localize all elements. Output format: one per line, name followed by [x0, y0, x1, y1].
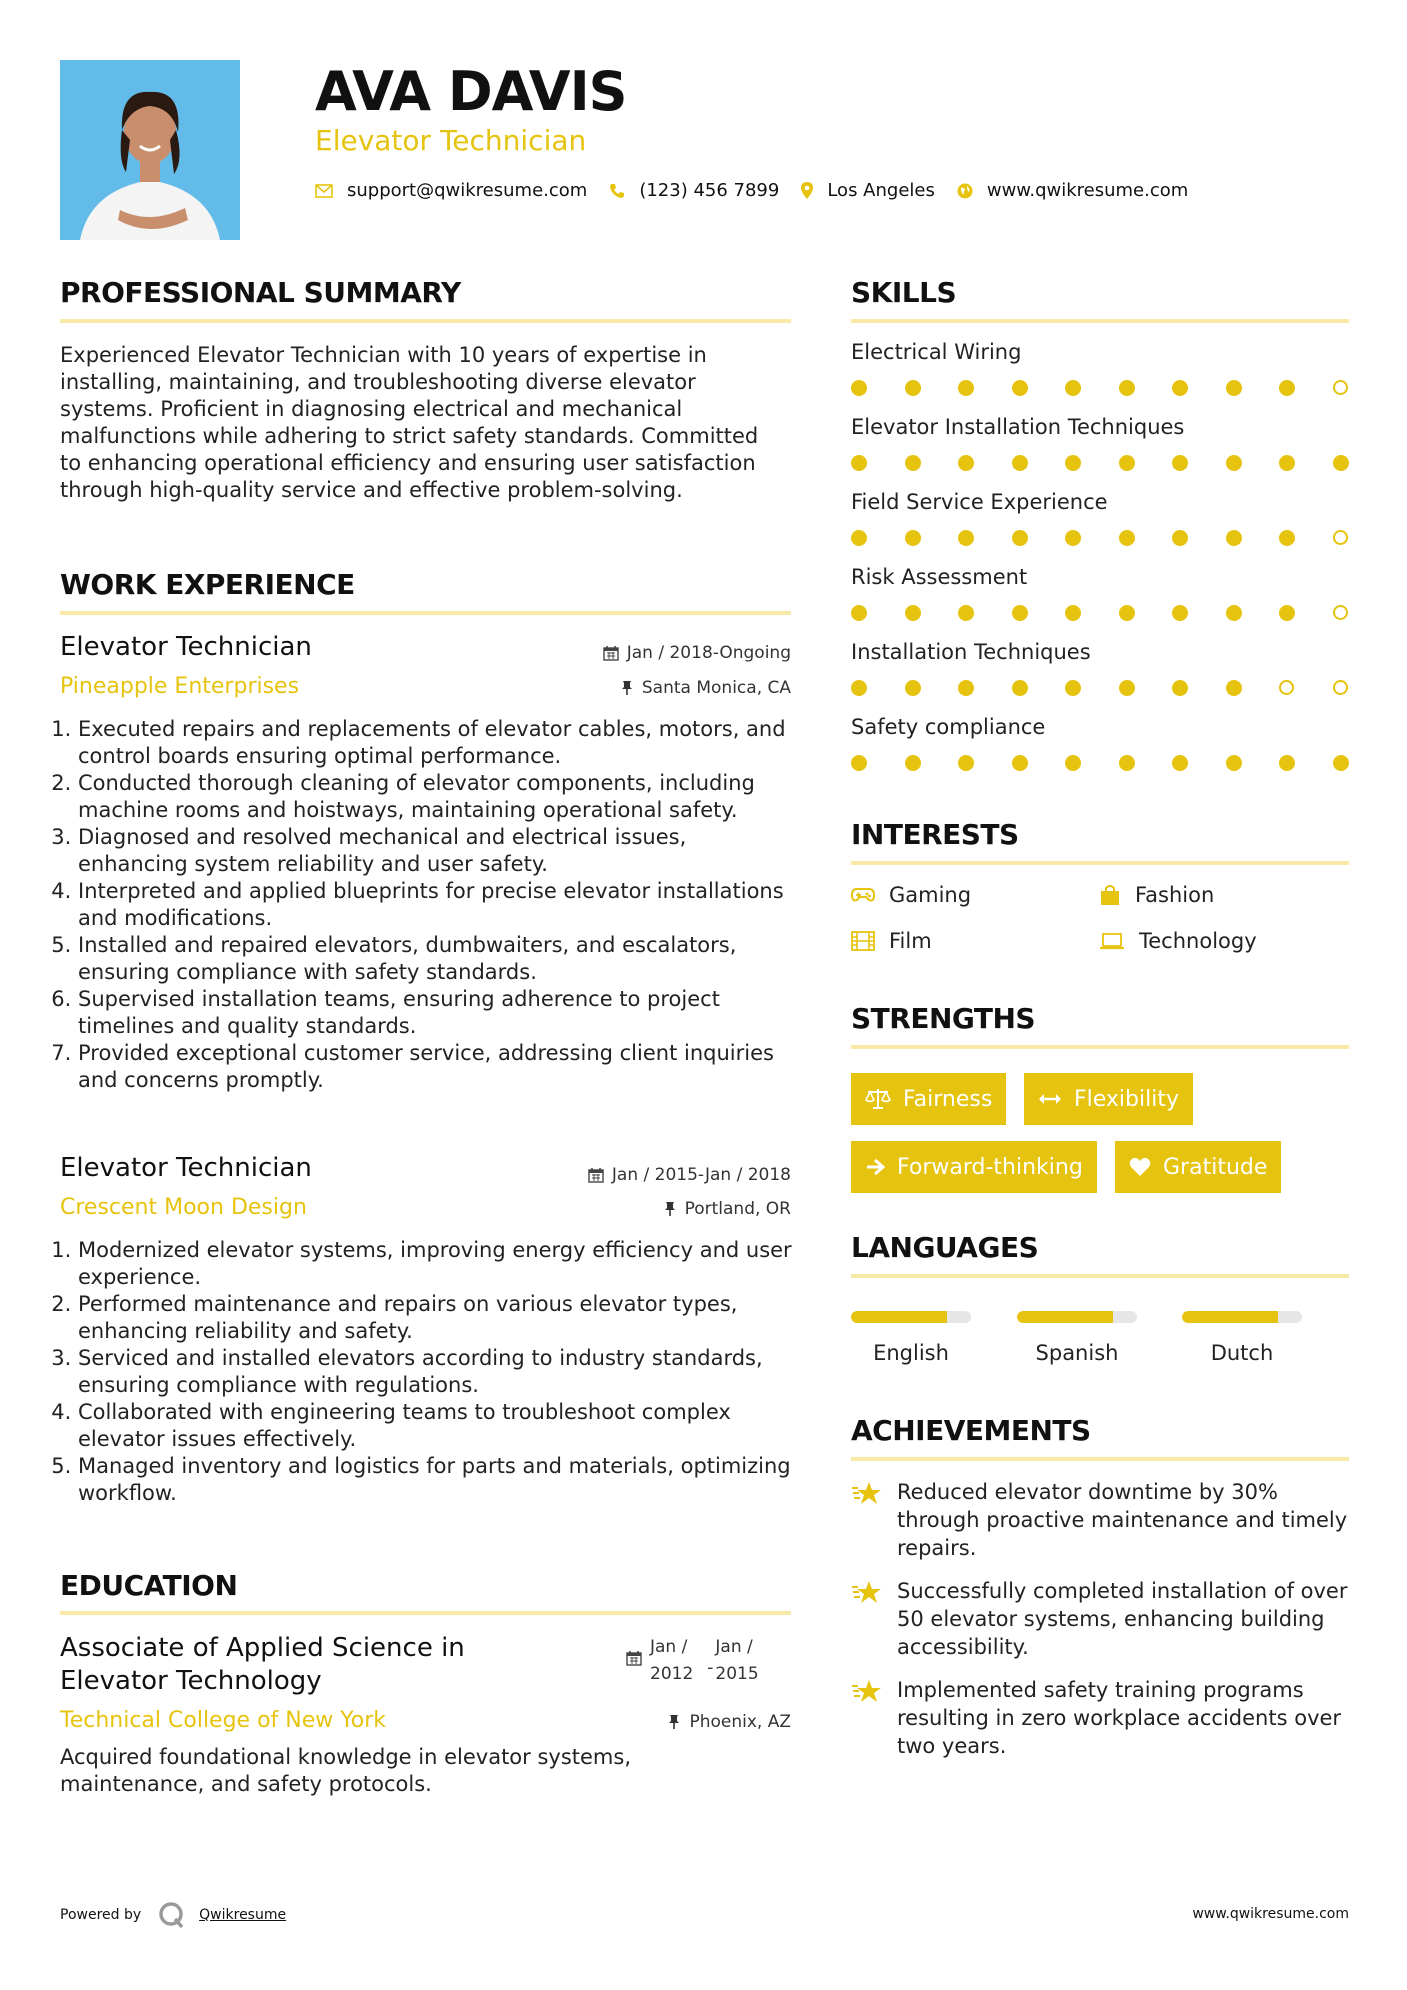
interest-label: Fashion: [1135, 883, 1215, 907]
location-text: Los Angeles: [827, 180, 935, 201]
strength-label: Gratitude: [1163, 1154, 1268, 1180]
skill-dot-filled: [1012, 755, 1028, 771]
education-end-month: Jan /: [715, 1637, 753, 1657]
qwikresume-logo-icon: [155, 1900, 189, 1930]
degree-line-1: Associate of Applied Science in: [60, 1633, 465, 1663]
skill-dot-filled: [1226, 680, 1242, 696]
skill-dot-filled: [905, 680, 921, 696]
achievements-heading: ACHIEVEMENTS: [851, 1414, 1091, 1447]
duty-item: 1. Modernized elevator systems, improving energy efficiency and user experience.: [78, 1237, 798, 1291]
skill-dot-filled: [1279, 755, 1295, 771]
phone-icon: [609, 183, 625, 199]
achievement-text: Reduced elevator downtime by 30% through proactive maintenance and timely repairs.: [897, 1480, 1348, 1560]
language-name: English: [873, 1341, 949, 1365]
achievement-item: [851, 1478, 1351, 1562]
strength-tag-forward-thinking: [851, 1141, 1097, 1193]
skill-dot-filled: [958, 380, 974, 396]
contact-email[interactable]: [315, 180, 587, 201]
company-name: Pineapple Enterprises: [60, 674, 300, 699]
company-name: Crescent Moon Design: [60, 1195, 307, 1220]
education-end-year: 2015: [715, 1664, 759, 1684]
duty-item: 2. Conducted thorough cleaning of elevator components, including machine rooms and hoistways, maintaining operational safety.: [78, 770, 798, 824]
education-start-month: Jan /: [650, 1637, 688, 1657]
skill-dot-filled: [958, 680, 974, 696]
language-bar: [851, 1311, 971, 1323]
job-date-text: Jan / 2015-Jan / 2018: [611, 1165, 791, 1185]
phone-text: (123) 456 7899: [639, 180, 780, 201]
job-location: [663, 1199, 791, 1219]
duty-item: 4. Collaborated with engineering teams to troubleshoot complex elevator issues effectively.: [78, 1399, 798, 1453]
balance-scale-icon: [865, 1088, 891, 1110]
job-date: [603, 643, 791, 663]
skill-dot-filled: [1226, 755, 1242, 771]
pushpin-icon: [667, 1714, 681, 1730]
achievements-divider: [851, 1457, 1349, 1461]
skill-name: Electrical Wiring: [851, 340, 1022, 364]
skill-dot-filled: [1333, 455, 1349, 471]
skill-dot-filled: [1172, 680, 1188, 696]
language-bar-fill: [851, 1311, 947, 1323]
education-description: Acquired foundational knowledge in elevator systems, maintenance, and safety protocols.: [60, 1745, 631, 1796]
star-burst-icon: [851, 1678, 885, 1704]
skill-dot-filled: [851, 455, 867, 471]
skill-name: Safety compliance: [851, 715, 1046, 739]
skill-dot-filled: [905, 530, 921, 546]
job-location-text: Portland, OR: [684, 1199, 791, 1219]
skill-dot-filled: [1226, 530, 1242, 546]
skill-dot-filled: [1065, 755, 1081, 771]
duty-item: 2. Performed maintenance and repairs on various elevator types, enhancing reliability and safety.: [78, 1291, 798, 1345]
qwikresume-link[interactable]: Qwikresume: [199, 1907, 287, 1923]
skill-dot-filled: [1012, 605, 1028, 621]
footer-url[interactable]: www.qwikresume.com: [1192, 1906, 1349, 1922]
interests-heading: INTERESTS: [851, 818, 1019, 851]
duty-item: 5. Managed inventory and logistics for parts and materials, optimizing workflow.: [78, 1453, 798, 1507]
skill-dot-filled: [1065, 680, 1081, 696]
star-burst-icon: [851, 1579, 885, 1605]
duty-item: 3. Serviced and installed elevators according to industry standards, ensuring compliance with regulations.: [78, 1345, 798, 1399]
gamepad-icon: [851, 887, 875, 903]
degree-title: [60, 1632, 580, 1698]
skill-dot-empty: [1333, 605, 1348, 620]
education-heading: EDUCATION: [60, 1569, 238, 1602]
duty-item: 6. Supervised installation teams, ensuring adherence to project timelines and quality standards.: [78, 986, 798, 1040]
job-date-text: Jan / 2018-Ongoing: [626, 643, 791, 663]
skill-dot-filled: [905, 380, 921, 396]
achievement-text: Successfully completed installation of over 50 elevator systems, enhancing building accessibility.: [897, 1579, 1348, 1659]
interest-label: Technology: [1139, 929, 1257, 953]
map-pin-icon: [801, 182, 813, 199]
globe-icon: [957, 183, 973, 199]
job-title: Elevator Technician: [60, 1153, 312, 1183]
skill-name: Installation Techniques: [851, 640, 1091, 664]
website-text: www.qwikresume.com: [986, 180, 1189, 201]
strength-tag-gratitude: [1115, 1141, 1281, 1193]
skill-dot-filled: [851, 380, 867, 396]
skill-name: Elevator Installation Techniques: [851, 415, 1185, 439]
languages-divider: [851, 1274, 1349, 1278]
laptop-icon: [1099, 932, 1125, 950]
duties-list: [60, 716, 798, 1094]
degree-line-2: Elevator Technology: [60, 1666, 322, 1696]
skill-dot-filled: [1119, 605, 1135, 621]
skill-dot-empty: [1333, 680, 1348, 695]
skill-dot-filled: [851, 530, 867, 546]
calendar-icon: [626, 1650, 642, 1666]
skill-dot-filled: [905, 755, 921, 771]
duty-item: 4. Interpreted and applied blueprints for precise elevator installations and modifications.: [78, 878, 798, 932]
school-name: Technical College of New York: [60, 1708, 387, 1733]
education-location: [667, 1712, 791, 1732]
skill-dot-filled: [1172, 605, 1188, 621]
skill-dot-filled: [1065, 530, 1081, 546]
languages-heading: LANGUAGES: [851, 1231, 1039, 1264]
skill-dot-filled: [1065, 455, 1081, 471]
interests-divider: [851, 861, 1349, 865]
skill-dot-filled: [1279, 605, 1295, 621]
language-name: Spanish: [1035, 1341, 1119, 1365]
summary-text: Experienced Elevator Technician with 10 years of expertise in installing, maintaining, and troubleshooting diverse elevator systems. Proficient in diagnosing electrical and mechanical malfunctions while adhering to strict safety standards. Committed to enhancing operational efficiency and ensuring user satisfaction through high-quality service and effective problem-solving.: [60, 343, 759, 502]
experience-divider: [60, 611, 791, 615]
skill-dot-filled: [1226, 455, 1242, 471]
skill-rating: [851, 380, 1349, 400]
language-bar: [1017, 1311, 1137, 1323]
calendar-icon: [588, 1167, 604, 1183]
achievement-item: [851, 1676, 1351, 1760]
interest-item-gaming: [851, 883, 971, 907]
summary-heading: PROFESSIONAL SUMMARY: [60, 276, 461, 309]
strength-tag-flexibility: [1024, 1073, 1193, 1125]
contact-phone[interactable]: [609, 180, 779, 201]
skill-dot-filled: [1172, 530, 1188, 546]
experience-heading: WORK EXPERIENCE: [60, 568, 355, 601]
skill-dot-filled: [1065, 380, 1081, 396]
skill-dot-filled: [958, 530, 974, 546]
profile-photo: [60, 60, 240, 240]
skill-dot-filled: [1226, 605, 1242, 621]
pushpin-icon: [663, 1201, 677, 1217]
skill-dot-empty: [1333, 380, 1348, 395]
heart-icon: [1129, 1157, 1151, 1177]
education-divider: [60, 1611, 791, 1615]
skill-dot-filled: [905, 455, 921, 471]
job-date: [588, 1165, 791, 1185]
skill-rating: [851, 755, 1349, 775]
strength-tag-fairness: [851, 1073, 1006, 1125]
contact-location: [801, 180, 935, 201]
strengths-divider: [851, 1045, 1349, 1049]
strength-label: Flexibility: [1074, 1086, 1179, 1112]
skill-dot-filled: [1172, 380, 1188, 396]
interest-label: Gaming: [889, 883, 972, 907]
duty-item: 5. Installed and repaired elevators, dumbwaiters, and escalators, ensuring compliance with safety standards.: [78, 932, 798, 986]
skill-dot-filled: [1065, 605, 1081, 621]
skill-rating: [851, 680, 1349, 700]
skill-dot-filled: [1119, 455, 1135, 471]
skill-rating: [851, 530, 1349, 550]
skill-dot-filled: [1333, 755, 1349, 771]
footer-powered-by: [60, 1900, 286, 1930]
powered-by-text: Powered by: [60, 1907, 142, 1923]
job-title: Elevator Technician: [60, 632, 312, 662]
skill-dot-filled: [1226, 380, 1242, 396]
star-burst-icon: [851, 1480, 885, 1506]
skill-dot-filled: [1119, 380, 1135, 396]
education-start-year: 2012: [650, 1664, 694, 1684]
contact-website[interactable]: [957, 180, 1188, 201]
candidate-role: Elevator Technician: [315, 124, 587, 157]
skill-dot-filled: [1012, 380, 1028, 396]
skill-dot-filled: [1172, 755, 1188, 771]
skill-dot-filled: [958, 455, 974, 471]
skill-name: Risk Assessment: [851, 565, 1028, 589]
skill-dot-filled: [1012, 455, 1028, 471]
skill-dot-filled: [1279, 530, 1295, 546]
skill-dot-filled: [958, 605, 974, 621]
candidate-name: AVA DAVIS: [315, 60, 627, 123]
language-bar: [1182, 1311, 1302, 1323]
strength-label: Forward-thinking: [897, 1154, 1083, 1180]
arrows-horizontal-icon: [1038, 1092, 1062, 1106]
skill-dot-filled: [1119, 755, 1135, 771]
skill-dot-filled: [851, 680, 867, 696]
skill-dot-empty: [1279, 680, 1294, 695]
duty-item: 7. Provided exceptional customer service, addressing client inquiries and concerns promptly.: [78, 1040, 798, 1094]
language-bar-fill: [1017, 1311, 1113, 1323]
arrow-right-icon: [865, 1158, 885, 1176]
interest-item-fashion: [1099, 883, 1214, 907]
language-bar-fill: [1182, 1311, 1278, 1323]
skills-divider: [851, 319, 1349, 323]
skill-dot-filled: [1012, 530, 1028, 546]
job-location-text: Santa Monica, CA: [641, 678, 791, 698]
skill-dot-filled: [1012, 680, 1028, 696]
skill-dot-empty: [1333, 530, 1348, 545]
language-name: Dutch: [1210, 1341, 1274, 1365]
strengths-heading: STRENGTHS: [851, 1002, 1036, 1035]
skill-dot-filled: [958, 755, 974, 771]
skill-dot-filled: [1119, 680, 1135, 696]
skill-rating: [851, 455, 1349, 475]
skills-heading: SKILLS: [851, 276, 957, 309]
duties-list: [60, 1237, 798, 1507]
duty-item: 1. Executed repairs and replacements of elevator cables, motors, and control boards ensuring optimal performance.: [78, 716, 798, 770]
envelope-icon: [315, 184, 333, 198]
skill-dot-filled: [1279, 455, 1295, 471]
job-location: [620, 678, 791, 698]
interest-label: Film: [889, 929, 932, 953]
skill-dot-filled: [851, 755, 867, 771]
summary-divider: [60, 319, 791, 323]
skill-name: Field Service Experience: [851, 490, 1108, 514]
calendar-icon: [603, 645, 619, 661]
strength-label: Fairness: [903, 1086, 993, 1112]
education-location-text: Phoenix, AZ: [689, 1712, 791, 1732]
skill-rating: [851, 605, 1349, 625]
skill-dot-filled: [1119, 530, 1135, 546]
interest-item-film: [851, 929, 932, 953]
email-text: support@qwikresume.com: [347, 180, 588, 201]
pushpin-icon: [620, 680, 634, 696]
skill-dot-filled: [851, 605, 867, 621]
achievement-text: Implemented safety training programs resulting in zero workplace accidents over two years.: [897, 1678, 1342, 1758]
interest-item-technology: [1099, 929, 1257, 953]
skill-dot-filled: [1172, 455, 1188, 471]
duty-item: 3. Diagnosed and resolved mechanical and electrical issues, enhancing system reliability and user safety.: [78, 824, 798, 878]
film-icon: [851, 931, 875, 951]
achievement-item: [851, 1577, 1351, 1661]
education-date: Jan / 2012 - Jan / 2015: [626, 1634, 759, 1688]
skill-dot-filled: [905, 605, 921, 621]
shopping-bag-icon: [1099, 884, 1121, 906]
contact-row: [315, 180, 1210, 201]
skill-dot-filled: [1279, 380, 1295, 396]
